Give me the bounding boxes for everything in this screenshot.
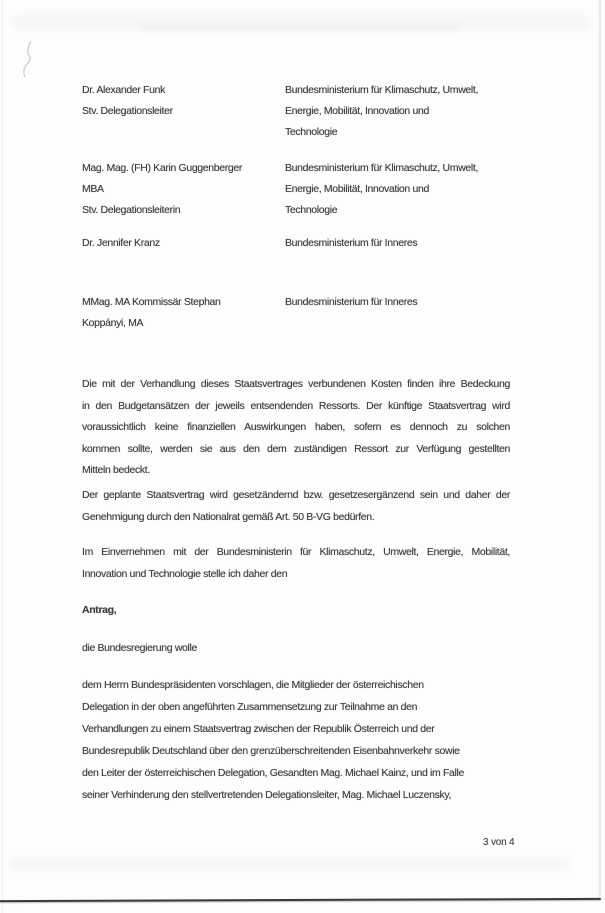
ministry-line: Energie, Mobilität, Innovation und <box>285 105 429 117</box>
delegate-name <box>82 158 282 221</box>
paragraph-line: seiner Verhinderung den stellvertretenden Delegationsleiter, Mag. Michael Luczensky, <box>82 789 452 801</box>
delegate-ministry <box>285 233 512 254</box>
ministry-line: Bundesministerium für Inneres <box>285 296 418 308</box>
antrag-heading: Antrag, <box>82 604 117 616</box>
paragraph-line: in den Budgetansätzen der jeweils entsendenden Ressorts. Der künftige Staatsvertrag wird <box>82 399 510 412</box>
page-number: 3 von 4 <box>483 837 515 848</box>
paragraph-line: den Leiter der österreichischen Delegation, Gesandten Mag. Michael Kainz, und im Falle <box>82 767 464 779</box>
delegate-ministry <box>285 158 512 221</box>
ministry-line: Energie, Mobilität, Innovation und <box>285 183 429 195</box>
paragraph-line: Verhandlungen zu einem Staatsvertrag zwischen der Republik Österreich und der <box>82 723 435 735</box>
name-line: Stv. Delegationsleiterin <box>82 204 181 216</box>
paragraph-proposal <box>82 674 510 806</box>
scan-left-edge-artifact <box>2 0 3 913</box>
ministry-line: Bundesministerium für Klimaschutz, Umwelt, <box>285 84 479 96</box>
paragraph-costs <box>82 374 510 482</box>
delegate-ministry <box>285 80 512 143</box>
paragraph-line: Mitteln bedeckt. <box>82 464 150 476</box>
scan-top-smudge-artifact <box>140 23 460 31</box>
delegate-name <box>82 80 282 122</box>
delegate-name <box>82 292 282 334</box>
name-line: MMag. MA Kommissär Stephan <box>82 296 221 308</box>
delegate-name <box>82 233 282 254</box>
paragraph-line: Bundesrepublik Deutschland über den grenzüberschreitenden Eisenbahnverkehr sowie <box>82 745 460 757</box>
resolution-clause: die Bundesregierung wolle <box>82 642 197 654</box>
name-line: Stv. Delegationsleiter <box>82 105 173 117</box>
scan-right-edge-artifact <box>599 0 601 898</box>
paragraph-line: Innovation und Technologie stelle ich daher den <box>82 567 288 580</box>
paragraph-line: Die mit der Verhandlung dieses Staatsvertrages verbundenen Kosten finden ihre Bedeckung <box>82 378 510 390</box>
paragraph-line: Der geplante Staatsvertrag wird gesetzändernd bzw. gesetzesergänzend sein und daher der <box>82 489 510 501</box>
name-line: MBA <box>82 183 104 195</box>
paragraph-line: Im Einvernehmen mit der Bundesministerin für Klimaschutz, Umwelt, Energie, Mobilität, <box>82 546 510 558</box>
paragraph-law <box>82 485 510 528</box>
ministry-line: Bundesministerium für Inneres <box>285 237 418 249</box>
name-line: Koppányi, MA <box>82 317 144 329</box>
ministry-line: Technologie <box>285 126 338 138</box>
paragraph-line: Genehmigung durch den Nationalrat gemäß Art. 50 B-VG bedürfen. <box>82 510 375 523</box>
paragraph-line: voraussichtlich keine finanziellen Auswirkungen haben, sofern es dennoch zu solchen <box>82 421 510 433</box>
name-line: Dr. Alexander Funk <box>82 84 165 96</box>
delegate-ministry <box>285 292 512 313</box>
paragraph-line: dem Herrn Bundespräsidenten vorschlagen, die Mitglieder der österreichischen <box>82 679 424 691</box>
paragraph-line: Delegation in der oben angeführten Zusammensetzung zur Teilnahme an den <box>82 701 418 713</box>
paragraph-agreement <box>82 542 510 585</box>
ministry-line: Technologie <box>285 204 338 216</box>
name-line: Dr. Jennifer Kranz <box>82 237 160 249</box>
pencil-squiggle-mark <box>20 38 42 82</box>
ministry-line: Bundesministerium für Klimaschutz, Umwelt, <box>285 162 479 174</box>
scan-bottom-smudge-artifact <box>10 858 570 870</box>
paragraph-line: kommen sollte, werden sie aus den dem zuständigen Ressort zur Verfügung gestellten <box>82 442 510 455</box>
scan-bottom-page-edge <box>0 898 601 902</box>
name-line: Mag. Mag. (FH) Karin Guggenberger <box>82 162 243 174</box>
